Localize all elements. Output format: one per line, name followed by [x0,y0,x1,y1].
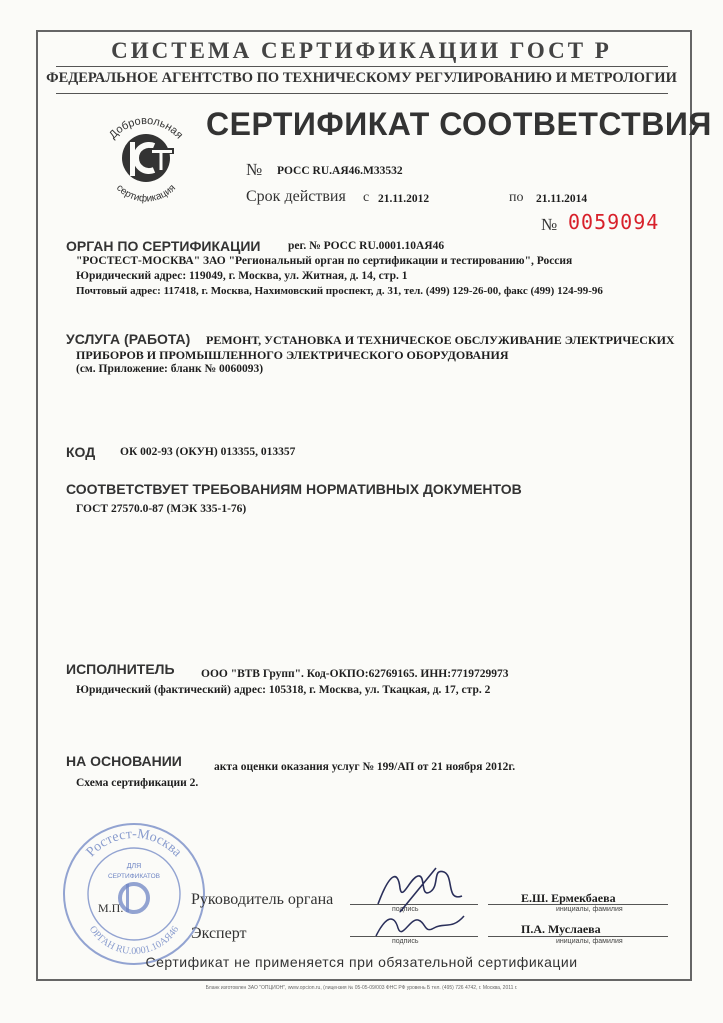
expert-name-line [488,936,668,937]
organ-label: ОРГАН ПО СЕРТИФИКАЦИИ [66,238,261,254]
blank-number-label: № [541,215,558,234]
code-label: КОД [66,444,96,460]
organ-name: "РОСТЕСТ-МОСКВА" ЗАО "Региональный орган по сертификации и тестированию", Россия [76,255,573,267]
executor-line-1: ООО "ВТВ Групп". Код-ОКПО:62769165. ИНН:7719729973 [201,668,509,680]
footer-note: Сертификат не применяется при обязательной сертификации [145,954,578,970]
header-rule-top [56,66,668,67]
service-line-2: ПРИБОРОВ И ПРОМЫШЛЕННОГО ЭЛЕКТРИЧЕСКОГО ОБОРУДОВАНИЯ [76,348,509,362]
blank-number: 0059094 [568,210,660,234]
stamp-ring-text: Ростест-Москва [83,826,185,861]
logo-bottom-text: сертификация [114,182,178,204]
certificate-title: СЕРТИФИКАТ СООТВЕТСТВИЯ [206,106,712,142]
printer-info: Бланк изготовлен ЗАО "ОПЦИОН", www.opcion.ru, (лицензия № 05-05-09/003 ФНС РФ уровень Б тел. (495) 726 4742, г. Москва, 2011 г. [205,985,518,991]
basis-label: НА ОСНОВАНИИ [66,753,182,769]
logo-top-text: Добровольная [106,114,186,142]
from-date: 21.11.2012 [378,193,430,205]
basis-line-1: акта оценки оказания услуг № 199/АП от 21 ноября 2012г. [214,761,516,773]
head-name-caption: инициалы, фамилия [556,906,623,913]
agency-title: ФЕДЕРАЛЬНОЕ АГЕНТСТВО ПО ТЕХНИЧЕСКОМУ РЕГУЛИРОВАНИЮ И МЕТРОЛОГИИ [46,70,677,86]
validity-label: Срок действия [246,188,346,205]
expert-signature-icon [372,910,468,944]
organ-reg: рег. № РОСС RU.0001.10АЯ46 [288,240,445,252]
stamp-center-bottom: СЕРТИФИКАТОВ [107,873,161,880]
number-label: № [246,160,263,179]
stamp-center-top: ДЛЯ [126,863,142,870]
expert-signature-caption: подпись [392,938,419,945]
to-label: по [509,190,524,205]
expert-name-caption: инициалы, фамилия [556,938,623,945]
code-value: ОК 002-93 (ОКУН) 013355, 013357 [120,446,296,458]
to-date: 21.11.2014 [536,193,588,205]
from-label: с [363,190,370,205]
rst-logo-icon [90,108,202,204]
executor-line-2: Юридический (фактический) адрес: 105318, г. Москва, ул. Ткацкая, д. 17, стр. 2 [76,684,491,696]
system-title: СИСТЕМА СЕРТИФИКАЦИИ ГОСТ Р [111,38,612,63]
head-name: Е.Ш. Ермекбаева [521,891,616,905]
executor-label: ИСПОЛНИТЕЛЬ [66,661,175,677]
organ-legal-address: Юридический адрес: 119049, г. Москва, ул. Житная, д. 14, стр. 1 [76,270,408,282]
head-signature-caption: подпись [392,906,419,913]
expert-name: П.А. Муслаева [521,922,601,936]
organ-postal-address: Почтовый адрес: 117418, г. Москва, Нахимовский проспект, д. 31, тел. (499) 129-26-00, факс (499) 124-99-96 [76,285,603,297]
head-name-line [488,904,668,905]
organ-stamp [58,818,210,970]
stamp-bottom-ring: ОРГАН RU.0001.10АЯ46 [86,924,182,958]
service-line-1: РЕМОНТ, УСТАНОВКА И ТЕХНИЧЕСКОЕ ОБСЛУЖИВАНИЕ ЭЛЕКТРИЧЕСКИХ [206,333,675,347]
service-line-3: (см. Приложение: бланк № 0060093) [76,363,264,375]
service-label: УСЛУГА (РАБОТА) [66,331,191,347]
conforms-label: СООТВЕТСТВУЕТ ТРЕБОВАНИЯМ НОРМАТИВНЫХ ДОКУМЕНТОВ [66,481,522,497]
basis-line-2: Схема сертификации 2. [76,777,199,789]
certificate-number: РОСС RU.АЯ46.М33532 [277,165,403,177]
head-label: Руководитель органа [191,891,334,908]
expert-label: Эксперт [191,925,247,942]
header-rule-bottom [56,93,668,94]
conforms-value: ГОСТ 27570.0-87 (МЭК 335-1-76) [76,503,247,515]
stamp-place-label: М.П. [98,901,124,915]
